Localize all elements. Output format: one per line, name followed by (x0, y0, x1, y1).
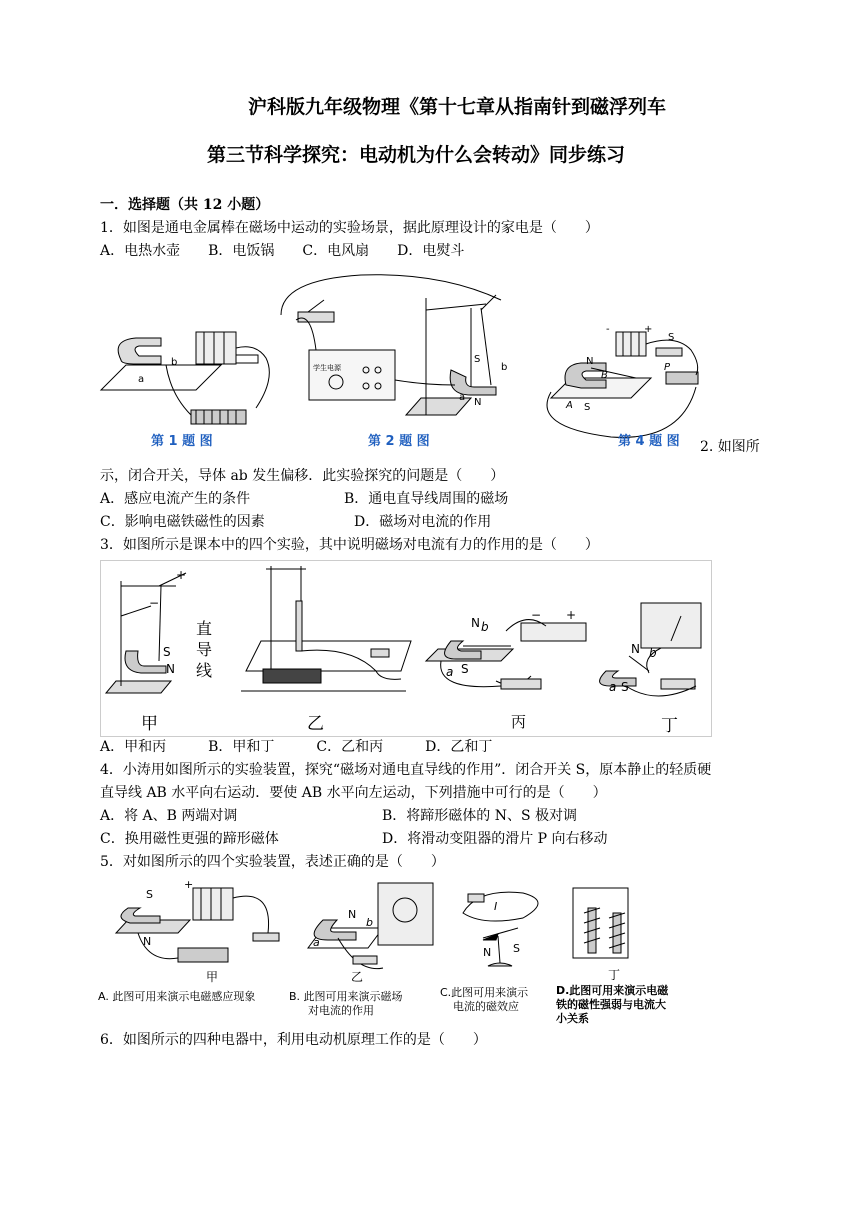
q3-label-s1: S (163, 645, 171, 659)
wire-label-1: 直 (196, 619, 213, 638)
svg-text:N: N (483, 946, 492, 959)
q3-stem: 3．如图所示是课本中的四个实验，其中说明磁场对电流有力的作用的是（ ） (100, 537, 599, 553)
svg-text:b: b (649, 646, 657, 660)
page-title-line1: 沪科版九年级物理《第十七章从指南针到磁浮列车 (248, 96, 667, 118)
svg-text:S: S (513, 942, 520, 955)
svg-text:b: b (481, 620, 489, 634)
q3-options: A．甲和丙 B．甲和丁 C．乙和丙 D．乙和丁 (100, 739, 493, 755)
fig4-label-A: A (566, 400, 573, 411)
fig4-label-minus: - (606, 324, 610, 335)
q3-fig-label-jia: 甲 (141, 714, 158, 734)
q5-caption-b-line2: 对电流的作用 (308, 1004, 374, 1017)
svg-text:a: a (313, 936, 320, 949)
q2-option-b: B．通电直导线周围的磁场 (344, 491, 509, 507)
fig1-label-a: a (138, 374, 145, 385)
caption-fig1: 第 1 题 图 (151, 434, 213, 449)
fig2-label-n: N (474, 397, 482, 408)
q2-option-a: A．感应电流产生的条件 (100, 491, 251, 507)
svg-text:+: + (176, 568, 187, 582)
q5-caption-c-line1: C.此图可用来演示 (440, 986, 529, 999)
q3-label-n2: N (471, 616, 480, 630)
svg-text:S: S (621, 680, 629, 694)
fig4-label-s-bottom: S (584, 402, 591, 413)
svg-text:−: − (531, 608, 542, 622)
svg-text:a: a (609, 680, 617, 694)
section-heading: 一．选择题（共 12 小题） (100, 197, 270, 213)
fig4-label-B: B (601, 370, 608, 381)
experiment-figures-1 (96, 270, 706, 455)
figure-row-1 (96, 270, 706, 455)
q5-fig-label-ding: 丁 (608, 968, 621, 982)
svg-text:S: S (461, 662, 469, 676)
caption-fig4: 第 4 题 图 (618, 434, 680, 449)
q4-stem-line2: 直导线 AB 水平向右运动．要使 AB 水平向左运动，下列措施中可行的是（ ） (100, 785, 607, 801)
q3-fig-label-yi: 乙 (307, 714, 324, 734)
q1-options: A．电热水壶 B．电饭锅 C．电风扇 D．电熨斗 (100, 243, 465, 259)
q5-caption-d-line2: 铁的磁性强弱与电流大 (556, 998, 666, 1011)
q4-option-c: C．换用磁性更强的蹄形磁体 (100, 831, 279, 847)
fig1-label-b: b (171, 357, 178, 368)
fig2-label-b: b (501, 362, 508, 373)
experiment-figures-q3 (101, 561, 711, 736)
svg-text:N: N (348, 908, 357, 921)
q4-option-b: B．将蹄形磁体的 N、S 极对调 (382, 808, 578, 824)
svg-text:+: + (566, 608, 577, 622)
q5-fig-label-yi: 乙 (351, 970, 364, 984)
q5-caption-b-line1: B. 此图可用来演示磁场 (289, 990, 403, 1003)
q6-stem: 6．如图所示的四种电器中，利用电动机原理工作的是（ ） (100, 1032, 487, 1048)
q2-stem: 示，闭合开关，导体 ab 发生偏移．此实验探究的问题是（ ） (100, 468, 505, 484)
svg-text:a: a (446, 665, 454, 679)
wire-label-3: 线 (196, 661, 213, 680)
q1-stem: 1．如图是通电金属棒在磁场中运动的实验场景，据此原理设计的家电是（ ） (100, 220, 599, 236)
q4-option-d: D．将滑动变阻器的滑片 P 向右移动 (382, 831, 608, 847)
q5-caption-a: A. 此图可用来演示电磁感应现象 (98, 990, 256, 1003)
fig4-label-s-top: S (668, 332, 675, 343)
svg-text:b: b (366, 916, 373, 929)
power-supply-label: 学生电源 (313, 364, 341, 372)
fig4-label-plus: + (644, 324, 653, 335)
q5-fig-label-jia: 甲 (206, 970, 219, 984)
q3-fig-label-bing: 丙 (511, 713, 527, 731)
q5-caption-d-line3: 小关系 (556, 1012, 589, 1025)
figure-q5 (98, 878, 708, 1028)
figure-q3 (100, 560, 712, 737)
q4-stem-line1: 4．小涛用如图所示的实验装置，探究“磁场对通电直导线的作用”．闭合开关 S，原本静止的轻质硬 (100, 762, 712, 778)
q2-stem-head: 2. 如图所 (700, 439, 760, 455)
q2-option-d: D．磁场对电流的作用 (354, 514, 492, 530)
page-title-line2: 第三节科学探究：电动机为什么会转动》同步练习 (207, 144, 626, 166)
svg-text:I: I (494, 900, 498, 913)
q2-option-c: C．影响电磁铁磁性的因素 (100, 514, 265, 530)
caption-fig2: 第 2 题 图 (368, 434, 430, 449)
fig4-label-n: N (586, 356, 594, 367)
q5-caption-d-line1: D.此图可用来演示电磁 (556, 984, 669, 997)
q5-stem: 5．对如图所示的四个实验装置，表述正确的是（ ） (100, 854, 445, 870)
fig4-label-P: P (664, 362, 671, 373)
svg-text:S: S (146, 888, 153, 901)
q4-option-a: A．将 A、B 两端对调 (100, 808, 238, 824)
svg-text:−: − (149, 596, 160, 610)
fig2-label-a: a (459, 392, 466, 403)
q3-fig-label-ding: 丁 (661, 716, 678, 736)
wire-label-2: 导 (196, 640, 213, 659)
q5-caption-c-line2: 电流的磁效应 (453, 1000, 519, 1013)
svg-text:+: + (184, 878, 194, 891)
q3-label-n1: N (166, 662, 175, 676)
svg-text:N: N (631, 642, 640, 656)
svg-text:N: N (143, 935, 152, 948)
fig2-label-s: S (474, 354, 481, 365)
